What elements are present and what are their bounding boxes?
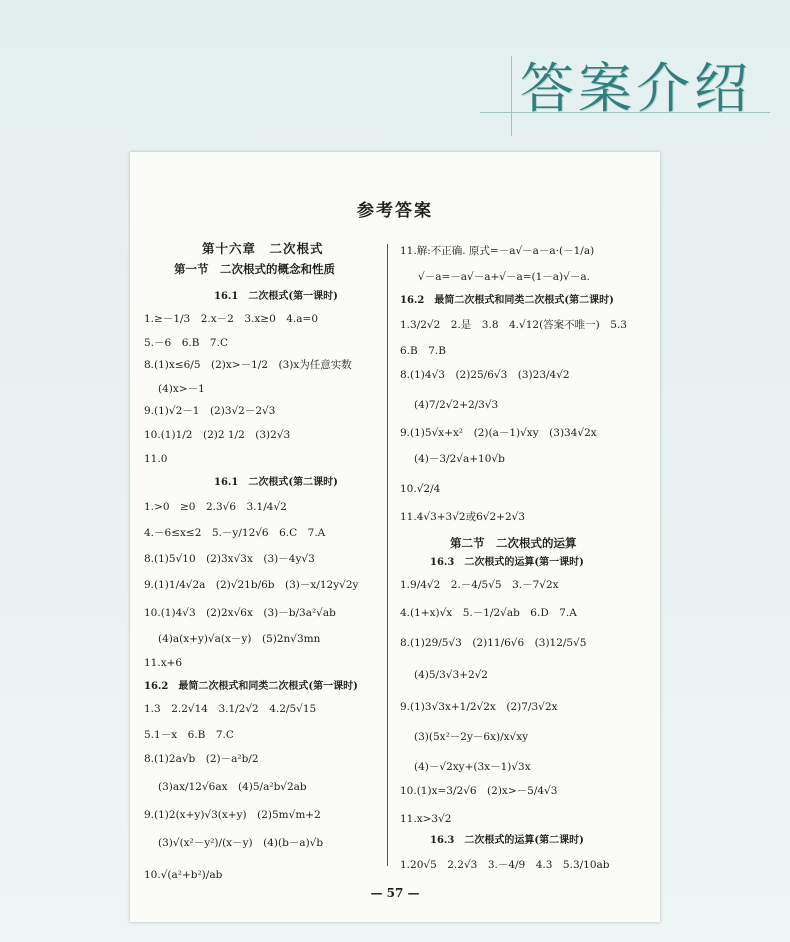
lesson-heading: 16.3 二次根式的运算(第一课时) [430, 557, 584, 568]
column-divider [387, 244, 388, 866]
answer-line: 5.1－x 6.B 7.C [144, 729, 234, 741]
answer-line: (4)x>－1 [158, 383, 205, 395]
lesson-heading: 16.1 二次根式(第一课时) [214, 291, 338, 302]
answer-line: 4.(1+x)√x 5.－1/2√ab 6.D 7.A [400, 607, 577, 619]
answer-line: 8.(1)4√3 (2)25/6√3 (3)23/4√2 [400, 369, 570, 381]
answer-line: 11.4√3+3√2或6√2+2√3 [400, 511, 526, 523]
lesson-heading: 16.1 二次根式(第二课时) [214, 477, 338, 488]
page-title: 参考答案 [357, 201, 433, 221]
answer-line: (3)√(x²－y²)/(x－y) (4)(b－a)√b [158, 837, 324, 849]
answer-line: (4)－√2xy+(3x－1)√3x [414, 761, 531, 773]
lesson-heading: 16.2 最简二次根式和同类二次根式(第一课时) [144, 681, 358, 692]
answer-line: 9.(1)2(x+y)√3(x+y) (2)5m√m+2 [144, 809, 321, 821]
answer-line: 10.(1)1/2 (2)2 1/2 (3)2√3 [144, 429, 291, 441]
answer-line: 10.√2/4 [400, 483, 441, 495]
answer-line: 1.20√5 2.2√3 3.－4/9 4.3 5.3/10ab [400, 859, 610, 871]
answer-line: 11.x+6 [144, 657, 183, 669]
section-heading: 第一节 二次根式的概念和性质 [174, 262, 335, 276]
answer-line: 4.－6≤x≤2 5.－y/12√6 6.C 7.A [144, 527, 326, 539]
answer-line: 1.3 2.2√14 3.1/2√2 4.2/5√15 [144, 703, 317, 715]
answer-line: 11.解:不正确. 原式=－a√－a－a·(－1/a) [400, 245, 595, 257]
answer-line: 9.(1)3√3x+1/2√2x (2)7/3√2x [400, 701, 558, 713]
answer-line: 5.－6 6.B 7.C [144, 337, 228, 349]
answer-line: (3)ax/12√6ax (4)5/a²b√2ab [158, 781, 307, 793]
answer-line: √－a=－a√－a+√－a=(1－a)√－a. [418, 271, 590, 283]
answer-line: 11.x>3√2 [400, 813, 452, 825]
lesson-heading: 16.2 最简二次根式和同类二次根式(第二课时) [400, 295, 614, 306]
page-number: — 57 — [370, 886, 420, 900]
answer-line: 10.(1)4√3 (2)2x√6x (3)－b/3a²√ab [144, 607, 336, 619]
answer-line: (4)5/3√3+2√2 [414, 669, 488, 681]
answer-line: 9.(1)√2－1 (2)3√2－2√3 [144, 405, 276, 417]
answer-line: 9.(1)1/4√2a (2)√21b/6b (3)－x/12y√2y [144, 579, 359, 591]
answer-line: 8.(1)29/5√3 (2)11/6√6 (3)12/5√5 [400, 637, 587, 649]
answer-line: 1.9/4√2 2.－4/5√5 3.－7√2x [400, 579, 559, 591]
answer-line: (4)7/2√2+2/3√3 [414, 399, 499, 411]
answer-line: (3)(5x²－2y－6x)/x√xy [414, 731, 529, 743]
answer-line: 11.0 [144, 453, 168, 465]
answer-line: 8.(1)5√10 (2)3x√3x (3)－4y√3 [144, 553, 315, 565]
answer-line: (4)－3/2√a+10√b [414, 453, 505, 465]
answer-line: 1.3/2√2 2.是 3.8 4.√12(答案不唯一) 5.3 [400, 319, 627, 331]
answer-line: (4)a(x+y)√a(x－y) (5)2n√3mn [158, 633, 321, 645]
decor-vertical-line [511, 56, 512, 136]
answer-line: 9.(1)5√x+x² (2)(a－1)√xy (3)34√2x [400, 427, 597, 439]
answer-page [130, 152, 660, 922]
chapter-heading: 第十六章 二次根式 [202, 241, 324, 256]
answer-line: 8.(1)x≤6/5 (2)x>－1/2 (3)x为任意实数 [144, 359, 352, 371]
answer-line: 10.(1)x=3/2√6 (2)x>－5/4√3 [400, 785, 558, 797]
section-heading: 第二节 二次根式的运算 [450, 536, 577, 550]
answer-line: 8.(1)2a√b (2)－a²b/2 [144, 753, 259, 765]
lesson-heading: 16.3 二次根式的运算(第二课时) [430, 835, 584, 846]
answer-line: 6.B 7.B [400, 345, 446, 357]
answer-line: 10.√(a²+b²)/ab [144, 869, 223, 881]
answer-line: 1.≥－1/3 2.x－2 3.x≥0 4.a=0 [144, 313, 319, 325]
header-title: 答案介绍 [520, 57, 752, 120]
answer-line: 1.>0 ≥0 2.3√6 3.1/4√2 [144, 501, 287, 513]
